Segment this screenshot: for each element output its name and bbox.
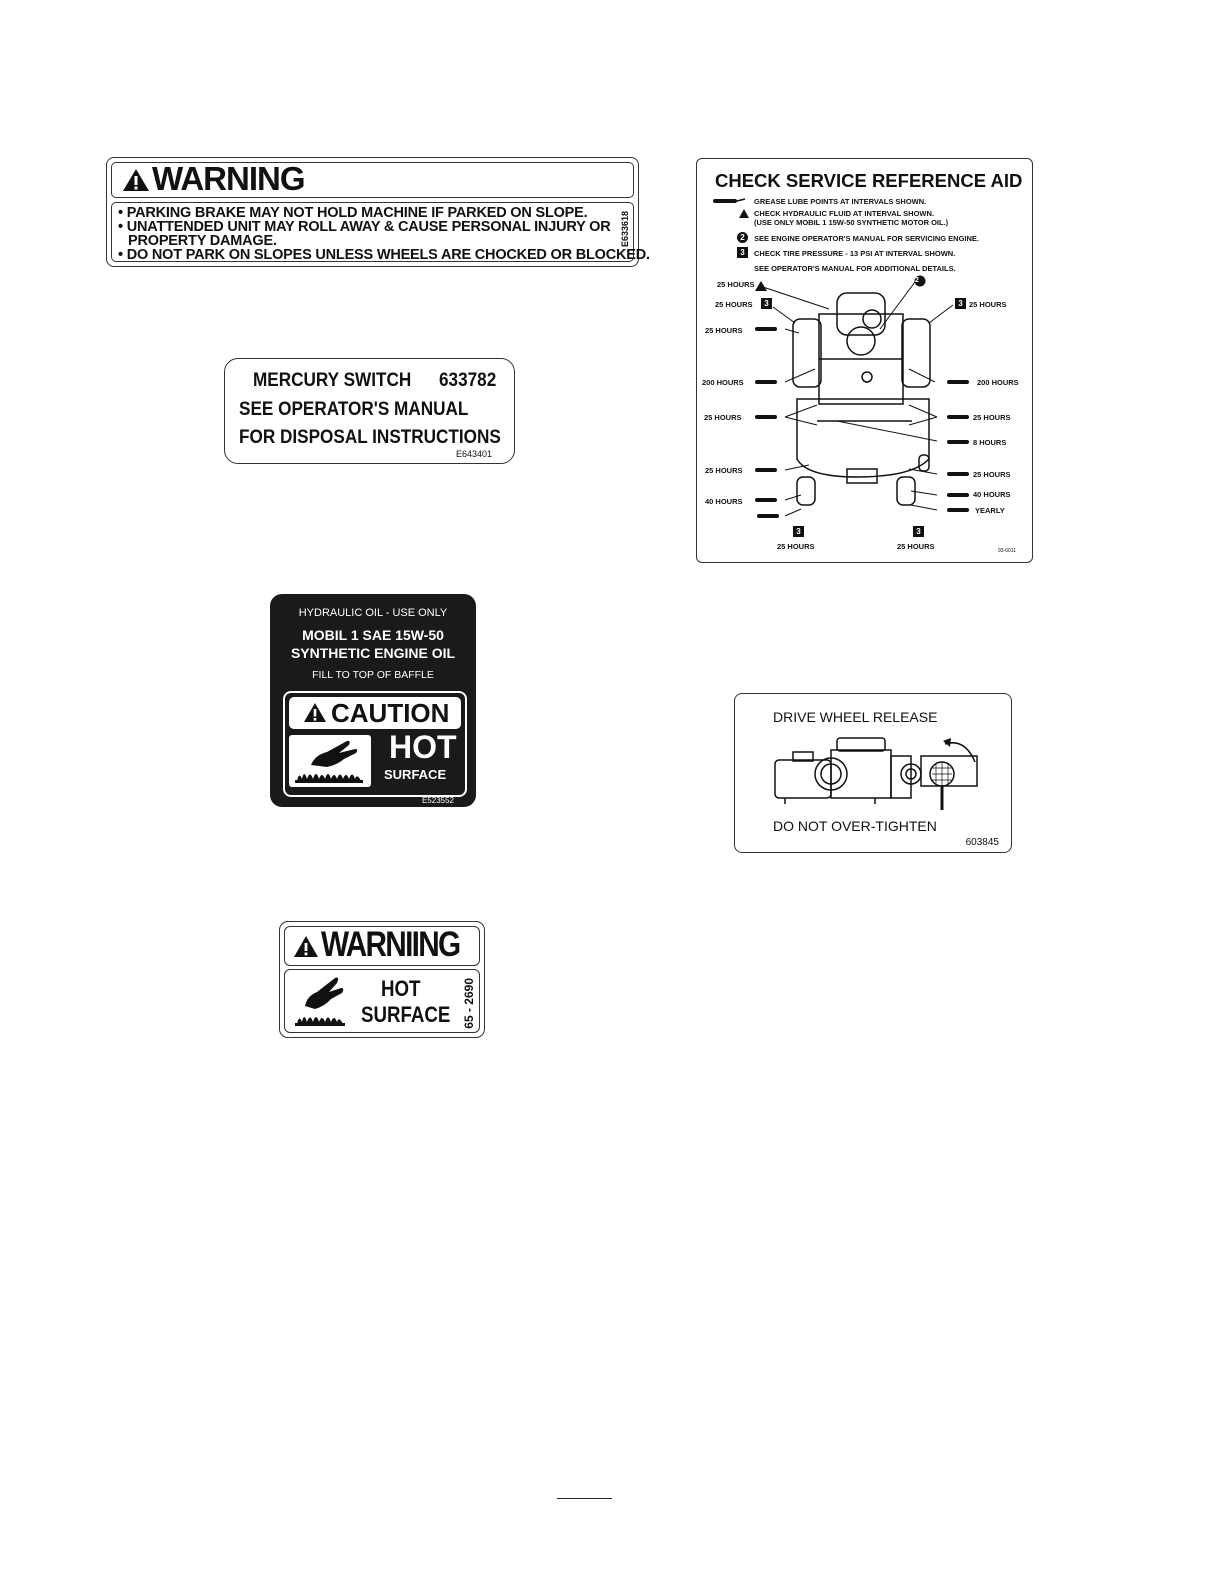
legend-line: CHECK TIRE PRESSURE - 13 PSI AT INTERVAL SHOWN. — [754, 249, 956, 258]
engine-badge: 2 — [737, 232, 748, 243]
hand-burn-icon — [289, 735, 371, 787]
part-number: E643401 — [455, 449, 492, 459]
warning-line: • UNATTENDED UNIT MAY ROLL AWAY & CAUSE PERSONAL INJURY OR — [118, 219, 611, 235]
oil-line: HYDRAULIC OIL - USE ONLY — [298, 607, 448, 619]
part-number: 603845 — [965, 837, 999, 848]
parking-warning-decal — [106, 157, 650, 267]
tire-badge: 3 — [793, 526, 804, 537]
caution-header — [289, 697, 461, 729]
interval-label: 200 HOURS — [702, 378, 744, 387]
page-footer-rule — [557, 1498, 612, 1499]
interval-label: 25 HOURS — [973, 413, 1011, 422]
tire-badge: 3 — [913, 526, 924, 537]
interval-label: YEARLY — [975, 506, 1005, 515]
interval-label: 25 HOURS — [969, 300, 1007, 309]
interval-label: 200 HOURS — [977, 378, 1019, 387]
caution-signal-word: CAUTION — [331, 698, 450, 728]
tire-badge: 3 — [761, 298, 772, 309]
mercury-switch-decal — [224, 358, 515, 464]
oil-line: SYNTHETIC ENGINE OIL — [290, 645, 456, 661]
surface-label: SURFACE — [384, 767, 447, 782]
legend-line: GREASE LUBE POINTS AT INTERVALS SHOWN. — [754, 197, 927, 206]
interval-label: 25 HOURS — [717, 280, 755, 289]
drive-wheel-release-decal — [734, 693, 1012, 853]
tire-badge: 3 — [737, 247, 748, 258]
warning-header — [111, 162, 634, 198]
mercury-switch-line: SEE OPERATOR'S MANUAL — [239, 398, 469, 420]
engine-badge-diagram: 2 — [915, 277, 919, 284]
mercury-switch-line: FOR DISPOSAL INSTRUCTIONS — [239, 426, 501, 448]
part-number: E523552 — [421, 796, 454, 805]
interval-label: 25 HOURS — [705, 466, 743, 475]
warning-signal-word: WARNING — [152, 160, 305, 197]
interval-label: 25 HOURS — [704, 413, 742, 422]
hot-surface-panel — [284, 969, 480, 1033]
interval-label: 25 HOURS — [705, 326, 743, 335]
interval-label: 40 HOURS — [973, 490, 1011, 499]
warning-body — [111, 202, 650, 263]
oil-line: FILL TO TOP OF BAFFLE — [312, 669, 434, 681]
surface-label: SURFACE — [361, 1002, 451, 1027]
part-number: E633618 — [620, 211, 630, 248]
drive-wheel-caution: DO NOT OVER-TIGHTEN — [773, 818, 937, 834]
mercury-switch-number: 633782 — [439, 369, 497, 391]
hydraulic-oil-decal — [270, 594, 476, 807]
hot-hand-pictogram — [289, 735, 371, 787]
hot-label: HOT — [381, 976, 421, 1001]
interval-label: 8 HOURS — [973, 438, 1007, 447]
mower-top-view-diagram — [697, 159, 1032, 562]
warning-triangle-icon — [293, 935, 319, 958]
interval-label: 25 HOURS — [715, 300, 753, 309]
warning-triangle-icon — [303, 702, 327, 723]
warning-header — [284, 926, 480, 966]
mercury-switch-title: MERCURY SWITCH — [253, 369, 412, 391]
interval-label: 25 HOURS — [897, 542, 935, 551]
hand-burn-icon — [291, 974, 349, 1028]
service-reference-decal — [696, 158, 1033, 563]
interval-label: 25 HOURS — [973, 470, 1011, 479]
warning-line: PROPERTY DAMAGE. — [128, 233, 277, 249]
warning-line: • DO NOT PARK ON SLOPES UNLESS WHEELS ARE CHOCKED OR BLOCKED. — [118, 247, 650, 263]
caution-panel — [283, 691, 467, 797]
warning-line: • PARKING BRAKE MAY NOT HOLD MACHINE IF PARKED ON SLOPE. — [118, 205, 588, 221]
interval-label: 25 HOURS — [777, 542, 815, 551]
part-number: 65 - 2690 — [462, 978, 476, 1029]
service-title: CHECK SERVICE REFERENCE AID — [715, 170, 1023, 191]
legend-line: SEE OPERATOR'S MANUAL FOR ADDITIONAL DETAILS. — [754, 264, 956, 273]
warning-signal-word: WARNIING — [321, 925, 460, 964]
legend-line: CHECK HYDRAULIC FLUID AT INTERVAL SHOWN. — [754, 209, 934, 218]
legend-line: (USE ONLY MOBIL 1 15W-50 SYNTHETIC MOTOR OIL.) — [754, 218, 949, 227]
oil-line: MOBIL 1 SAE 15W-50 — [302, 627, 444, 643]
legend-line: SEE ENGINE OPERATOR'S MANUAL FOR SERVICING ENGINE. — [754, 234, 980, 243]
warning-triangle-icon — [122, 168, 150, 192]
hot-label: HOT — [389, 729, 457, 765]
drive-wheel-title: DRIVE WHEEL RELEASE — [773, 709, 938, 725]
hot-surface-warning-decal — [279, 921, 485, 1038]
interval-label: 40 HOURS — [705, 497, 743, 506]
tire-badge: 3 — [955, 298, 966, 309]
pump-release-diagram — [765, 732, 995, 814]
part-number: 93-6011 — [998, 548, 1016, 554]
